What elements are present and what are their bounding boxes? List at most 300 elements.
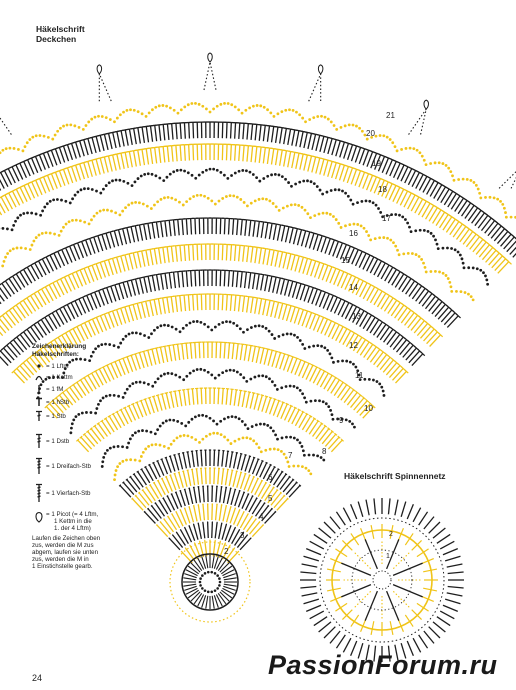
chain-dot <box>122 111 125 114</box>
chain-dot <box>43 206 46 209</box>
chain-dot <box>79 219 82 222</box>
chain-dot <box>308 118 311 121</box>
chain-dot <box>345 360 348 363</box>
chain-dot <box>182 204 185 207</box>
stitch-mark <box>117 132 120 148</box>
spider-outer-stitch <box>302 564 318 567</box>
stitch-top <box>283 353 287 354</box>
chain-dot <box>248 106 251 109</box>
stitch-mark <box>283 304 287 319</box>
stitch-mark <box>336 164 341 179</box>
chain-dot <box>322 459 325 462</box>
row-number: 11 <box>355 371 364 380</box>
chain-dot <box>320 115 323 118</box>
stitch-mark <box>339 165 344 180</box>
chain-dot <box>212 108 215 111</box>
stitch-mark <box>143 490 152 503</box>
stitch-mark <box>374 291 382 305</box>
stitch-top <box>265 482 267 483</box>
stitch-mark <box>150 126 152 142</box>
stitch-mark <box>313 234 318 249</box>
stitch-mark <box>321 237 326 252</box>
spider-outer-stitch <box>343 508 351 522</box>
spider-outer-stitch <box>319 528 331 538</box>
stitch-mark <box>447 316 458 328</box>
chain-dot <box>260 450 263 453</box>
stitch-mark <box>313 423 322 436</box>
stitch-mark <box>331 380 340 393</box>
stitch-mark <box>199 270 200 286</box>
chain-dot <box>238 438 241 441</box>
chain-dot <box>234 105 237 108</box>
stitch-mark <box>277 474 286 487</box>
stitch-mark <box>280 128 283 144</box>
stitch-mark <box>422 294 432 307</box>
legend-text: = 1 fM <box>46 385 64 393</box>
chain-dot <box>131 332 134 335</box>
stitch-top <box>284 304 289 305</box>
stitch-mark <box>131 227 134 243</box>
stitch-mark <box>104 261 109 276</box>
chain-dot <box>475 184 478 187</box>
chain-dot <box>416 149 419 152</box>
stitch-mark <box>123 229 127 245</box>
stitch-mark <box>351 395 361 407</box>
stitch-top <box>137 352 141 353</box>
chain-dot <box>430 232 433 235</box>
chain-dot <box>303 396 306 399</box>
chain-dot <box>47 136 50 139</box>
stitch-top <box>246 296 251 297</box>
chain-dot <box>212 432 215 435</box>
spider-outer-stitch <box>324 522 335 533</box>
stitch-top <box>161 478 163 479</box>
spider-yellow-stitch <box>371 621 374 635</box>
stitch-mark <box>419 291 429 304</box>
stitch-mark <box>63 146 68 161</box>
chain-dot <box>239 198 242 201</box>
row-number: 7 <box>288 451 293 460</box>
chain-dot <box>281 437 284 440</box>
spider-outer-stitch <box>306 605 321 611</box>
spider-outer-stitch <box>440 611 454 619</box>
stitch-top <box>147 300 152 301</box>
chain-dot <box>320 345 323 348</box>
stitch-top <box>239 510 240 511</box>
chain-dot <box>427 230 430 233</box>
stitch-mark <box>179 472 183 487</box>
stitch-mark <box>417 323 427 335</box>
stitch-mark <box>280 477 290 490</box>
stitch-mark <box>127 281 131 296</box>
center-stitch <box>183 578 196 580</box>
chain-dot <box>326 191 329 194</box>
chain-dot <box>134 201 137 204</box>
chain-dot <box>66 124 69 127</box>
chain-dot <box>254 325 257 328</box>
stitch-mark <box>5 281 14 294</box>
chain-dot <box>226 177 229 180</box>
stitch-mark <box>161 274 164 290</box>
spider-outer-stitch <box>429 627 440 638</box>
stitch-mark <box>312 157 316 173</box>
center-chain-dot <box>199 577 202 580</box>
chain-dot <box>154 174 157 177</box>
stitch-mark <box>324 137 328 152</box>
chain-dot <box>83 221 86 224</box>
chain-dot <box>173 109 176 112</box>
chain-dot <box>151 173 154 176</box>
stitch-mark <box>429 299 439 311</box>
chain-dot <box>331 413 334 416</box>
stitch-top <box>279 352 283 353</box>
stitch-mark <box>194 506 197 522</box>
stitch-mark <box>226 451 228 467</box>
chain-dot <box>199 321 202 324</box>
stitch-mark <box>188 452 191 468</box>
stitch-mark <box>239 245 240 261</box>
chain-dot <box>214 326 217 329</box>
stitch-mark <box>298 310 303 325</box>
chain-dot <box>24 247 27 250</box>
stitch-mark <box>171 246 173 262</box>
chain-dot <box>445 164 448 167</box>
center-stitch <box>218 593 226 604</box>
dstb-icon <box>32 433 46 449</box>
stitch-mark <box>173 345 175 361</box>
chain-dot <box>60 230 63 233</box>
stitch-mark <box>234 453 237 469</box>
stitch-top <box>169 392 172 393</box>
row-number: 17 <box>382 214 391 223</box>
stitch-mark <box>240 474 245 489</box>
stitch-top <box>262 348 266 349</box>
stitch-top <box>247 535 248 536</box>
chain-dot <box>360 224 363 227</box>
chain-dot <box>293 437 296 440</box>
chain-dot <box>258 198 261 201</box>
chain-dot <box>327 118 330 121</box>
chain-dot <box>445 274 448 277</box>
chain-dot <box>425 163 428 166</box>
stitch-mark <box>131 280 135 295</box>
chain-dot <box>360 200 363 203</box>
chain-dot <box>473 181 476 184</box>
chain-dot <box>179 169 182 172</box>
stitch-mark <box>284 128 287 144</box>
spider-outer-stitch <box>443 549 458 555</box>
chain-dot <box>157 377 160 380</box>
stitch-mark <box>253 221 255 237</box>
stitch-top <box>163 498 164 499</box>
chain-dot <box>276 438 279 441</box>
legend <box>32 343 128 570</box>
stitch-mark <box>237 472 241 487</box>
stitch-mark <box>260 348 264 364</box>
stitch-mark <box>179 390 182 406</box>
stitch-top <box>169 456 171 457</box>
chain-dot <box>180 108 183 111</box>
chain-dot <box>286 333 289 336</box>
chain-dot <box>467 293 470 296</box>
stitch-mark <box>189 488 192 504</box>
stitch-mark <box>455 198 464 211</box>
stitch-mark <box>377 324 386 337</box>
chain-dot <box>335 128 338 131</box>
stitch-mark <box>155 503 164 516</box>
chain-dot <box>241 112 244 115</box>
stitch-top <box>243 391 246 392</box>
chain-dot <box>301 206 304 209</box>
stitch-mark <box>218 468 219 484</box>
stitch-top <box>255 519 256 520</box>
chain-dot <box>31 244 34 247</box>
chain-dot <box>410 230 413 233</box>
stitch-top <box>270 350 274 351</box>
stitch-mark <box>167 124 168 140</box>
chain-dot <box>273 115 276 118</box>
arc-icon <box>32 373 46 381</box>
chain-dot <box>62 226 65 229</box>
stitch-mark <box>276 149 278 165</box>
stitch-mark <box>241 272 243 288</box>
chain-dot <box>251 425 254 428</box>
chain-dot <box>179 330 182 333</box>
stitch-top <box>274 351 278 352</box>
stitch-mark <box>230 245 231 261</box>
stitch-mark <box>137 252 140 268</box>
stitch-mark <box>130 477 140 490</box>
stitch-mark <box>277 499 288 511</box>
stitch-mark <box>185 489 189 504</box>
legend-text: = 1 Dreifach-Stb <box>46 462 91 470</box>
stitch-top <box>291 356 295 357</box>
stitch-mark <box>237 219 238 235</box>
spider-outer-stitch <box>424 517 434 529</box>
stitch-mark <box>269 276 272 292</box>
chain-dot <box>216 169 219 172</box>
stitch-mark <box>191 271 192 287</box>
chain-dot <box>198 174 201 177</box>
chain-dot <box>69 124 72 127</box>
chain-dot <box>162 179 165 182</box>
chain-dot <box>237 108 240 111</box>
chain-dot <box>154 381 157 384</box>
chain-dot <box>153 204 156 207</box>
stitch-mark <box>242 391 245 407</box>
chain-dot <box>294 183 297 186</box>
chain-dot <box>252 105 255 108</box>
stitch-mark <box>129 254 133 270</box>
stitch-mark <box>142 251 145 267</box>
chain-dot <box>320 456 323 459</box>
chain-dot <box>141 429 144 432</box>
stitch-mark <box>255 147 257 163</box>
stitch-mark <box>27 329 36 342</box>
stitch-mark <box>121 131 124 147</box>
chain-dot <box>329 213 332 216</box>
stitch-mark <box>271 250 274 266</box>
stitch-mark <box>104 157 108 173</box>
stitch-mark <box>84 140 88 155</box>
stitch-mark <box>257 274 260 290</box>
stitch-top <box>268 300 273 301</box>
chain-dot <box>29 248 32 251</box>
stitch-mark <box>167 146 169 162</box>
chain-dot <box>319 189 322 192</box>
chain-dot <box>479 196 482 199</box>
chain-dot <box>462 262 465 265</box>
chain-dot <box>180 422 183 425</box>
stitch-mark <box>355 147 360 162</box>
chain-dot <box>135 381 138 384</box>
stitch-top <box>259 298 264 299</box>
stitch-mark <box>389 366 400 378</box>
chain-dot <box>131 434 134 437</box>
chain-dot <box>301 117 304 120</box>
stitch-mark <box>159 248 161 264</box>
chain-dot <box>285 436 288 439</box>
row-number: 5 <box>268 494 273 503</box>
chain-dot <box>366 138 369 141</box>
chain-dot <box>108 181 111 184</box>
chain-dot <box>421 155 424 158</box>
stitch-top <box>144 399 147 400</box>
chain-dot <box>156 428 159 431</box>
stitch-mark <box>230 389 232 405</box>
chain-dot <box>207 197 210 200</box>
chain-dot <box>183 170 186 173</box>
stitch-mark <box>435 304 445 316</box>
chain-dot <box>64 200 67 203</box>
chain-dot <box>146 205 149 208</box>
center-stitch <box>188 566 199 574</box>
chain-dot <box>198 414 201 417</box>
chain-dot <box>275 205 278 208</box>
spider-chain-spoke <box>354 552 371 569</box>
chain-dot <box>505 216 508 219</box>
stitch-mark <box>14 371 25 383</box>
spider-yellow-stitch <box>327 588 341 591</box>
picot-loop <box>318 65 323 74</box>
stitch-top <box>165 457 167 458</box>
spider-outer-stitch <box>445 556 460 561</box>
stitch-mark <box>302 416 310 430</box>
chain-dot <box>191 174 194 177</box>
stitch-mark <box>468 208 477 221</box>
chain-dot <box>432 235 435 238</box>
stitch-mark <box>195 270 196 286</box>
stitch-mark <box>393 337 403 350</box>
stitch-mark <box>268 350 272 365</box>
stitch-mark <box>304 286 309 301</box>
chain-dot <box>369 238 372 241</box>
stitch-mark <box>234 390 236 406</box>
spider-outer-stitch <box>302 593 318 596</box>
legend-item-kettm <box>32 373 128 381</box>
stitch-mark <box>80 164 85 179</box>
stitch-mark <box>145 512 156 524</box>
chain-dot <box>376 380 379 383</box>
stitch-mark <box>297 230 301 245</box>
legend-note-line: 1 Einstichstelle gearb. <box>32 563 93 570</box>
stitch-mark <box>191 219 192 235</box>
stitch-mark <box>189 245 190 261</box>
chain-dot <box>158 104 161 107</box>
stitch-top <box>301 309 306 311</box>
chain-dot <box>330 121 333 124</box>
chain-dot <box>192 195 195 198</box>
chain-dot <box>337 360 340 363</box>
stitch-top <box>286 403 289 404</box>
stitch-mark <box>167 247 169 263</box>
chain-dot <box>361 130 364 133</box>
stitch-mark <box>232 271 233 287</box>
stitch-mark <box>411 318 421 330</box>
stitch-mark <box>150 249 153 265</box>
row-number: 19 <box>372 159 381 168</box>
chain-dot <box>225 369 228 372</box>
stitch-mark <box>243 246 245 262</box>
stitch-mark <box>16 274 25 288</box>
center-chain-dot <box>201 574 204 577</box>
stitch-top <box>139 302 144 303</box>
chain-dot <box>184 424 187 427</box>
stitch-mark <box>444 313 455 325</box>
stitch-top <box>156 460 158 461</box>
chain-dot <box>227 416 230 419</box>
chain-dot <box>24 145 27 148</box>
stitch-top <box>248 514 249 515</box>
chain-dot <box>391 141 394 144</box>
stitch-top <box>251 538 252 539</box>
chain-dot <box>250 326 253 329</box>
chain-dot <box>292 465 295 468</box>
stitch-mark <box>125 307 130 322</box>
stitch-mark <box>291 255 295 270</box>
stitch-mark <box>380 357 390 369</box>
chain-dot <box>266 424 269 427</box>
stitch-mark <box>267 249 270 265</box>
chain-dot <box>168 419 171 422</box>
chain-dot <box>379 134 382 137</box>
stitch-mark <box>239 123 240 139</box>
stitch-top <box>127 305 132 306</box>
stitch-mark <box>226 295 227 311</box>
stitch-mark <box>492 256 503 268</box>
center-chain-dot <box>207 591 210 594</box>
row-number: 4 <box>259 512 264 521</box>
chain-dot <box>382 390 385 393</box>
center-stitch <box>218 560 226 571</box>
center-stitch <box>221 590 232 598</box>
stitch-mark <box>228 271 229 287</box>
chain-dot <box>101 115 104 118</box>
stitch-top <box>244 473 246 474</box>
chain-dot <box>142 203 145 206</box>
chain-dot <box>190 102 193 105</box>
chain-dot <box>194 438 197 441</box>
stitch-mark <box>446 219 455 232</box>
chain-dot <box>442 272 445 275</box>
chain-dot <box>464 291 467 294</box>
center-stitch <box>220 563 229 572</box>
chain-dot <box>90 118 93 121</box>
chain-dot <box>153 329 156 332</box>
stitch-mark <box>125 255 129 270</box>
chain-dot <box>280 450 283 453</box>
chain-dot <box>266 175 269 178</box>
